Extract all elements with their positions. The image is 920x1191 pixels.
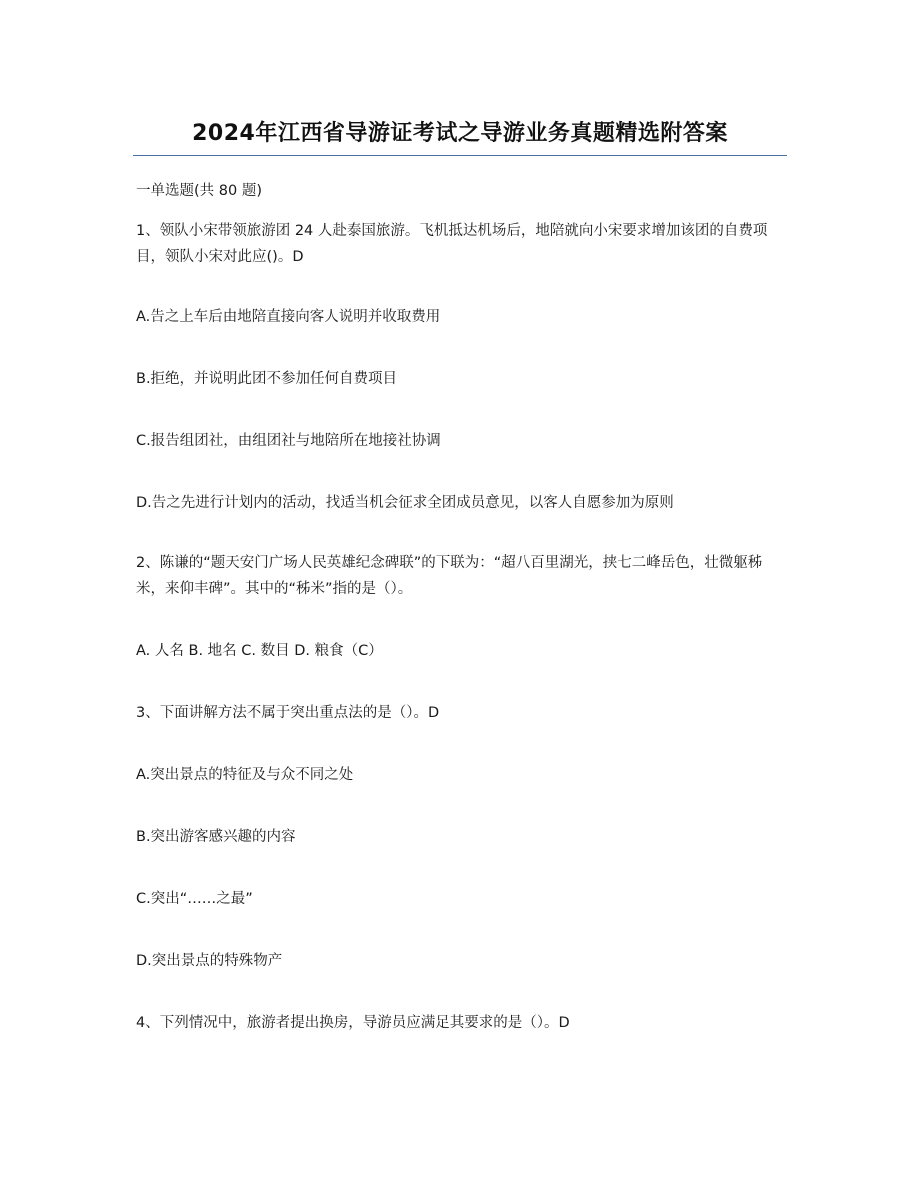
- question-1-option-a: A.告之上车后由地陪直接向客人说明并收取费用: [136, 309, 441, 325]
- question-3-option-b: B.突出游客感兴趣的内容: [136, 829, 296, 845]
- question-1-option-c: C.报告组团社，由组团社与地陪所在地接社协调: [136, 433, 441, 449]
- document-title: 2024年江西省导游证考试之导游业务真题精选附答案: [192, 121, 728, 146]
- question-2-stem: 2、陈谦的“题天安门广场人民英雄纪念碑联”的下联为：“超八百里湖光，挟七二峰岳色，壮微躯秭米，来仰丰碑”。其中的“秭米”指的是（）。: [136, 555, 763, 597]
- title-underline: [133, 155, 787, 156]
- question-1-option-b: B.拒绝，并说明此团不参加任何自费项目: [136, 371, 398, 387]
- question-3-option-a: A.突出景点的特征及与众不同之处: [136, 767, 354, 783]
- question-1-stem: 1、领队小宋带领旅游团 24 人赴泰国旅游。飞机抵达机场后，地陪就向小宋要求增加该团的自费项目，领队小宋对此应()。D: [136, 223, 768, 265]
- question-3-stem: 3、下面讲解方法不属于突出重点法的是（）。D: [136, 705, 440, 721]
- question-2-options: A. 人名 B. 地名 C. 数目 D. 粮食（C）: [136, 643, 383, 659]
- question-3-option-d: D.突出景点的特殊物产: [136, 953, 283, 969]
- question-1-option-d: D.告之先进行计划内的活动，找适当机会征求全团成员意见，以客人自愿参加为原则: [136, 495, 674, 511]
- question-4-stem: 4、下列情况中，旅游者提出换房，导游员应满足其要求的是（）。D: [136, 1015, 570, 1031]
- question-3-option-c: C.突出“……之最”: [136, 891, 253, 907]
- section-header: 一单选题(共 80 题): [136, 183, 262, 199]
